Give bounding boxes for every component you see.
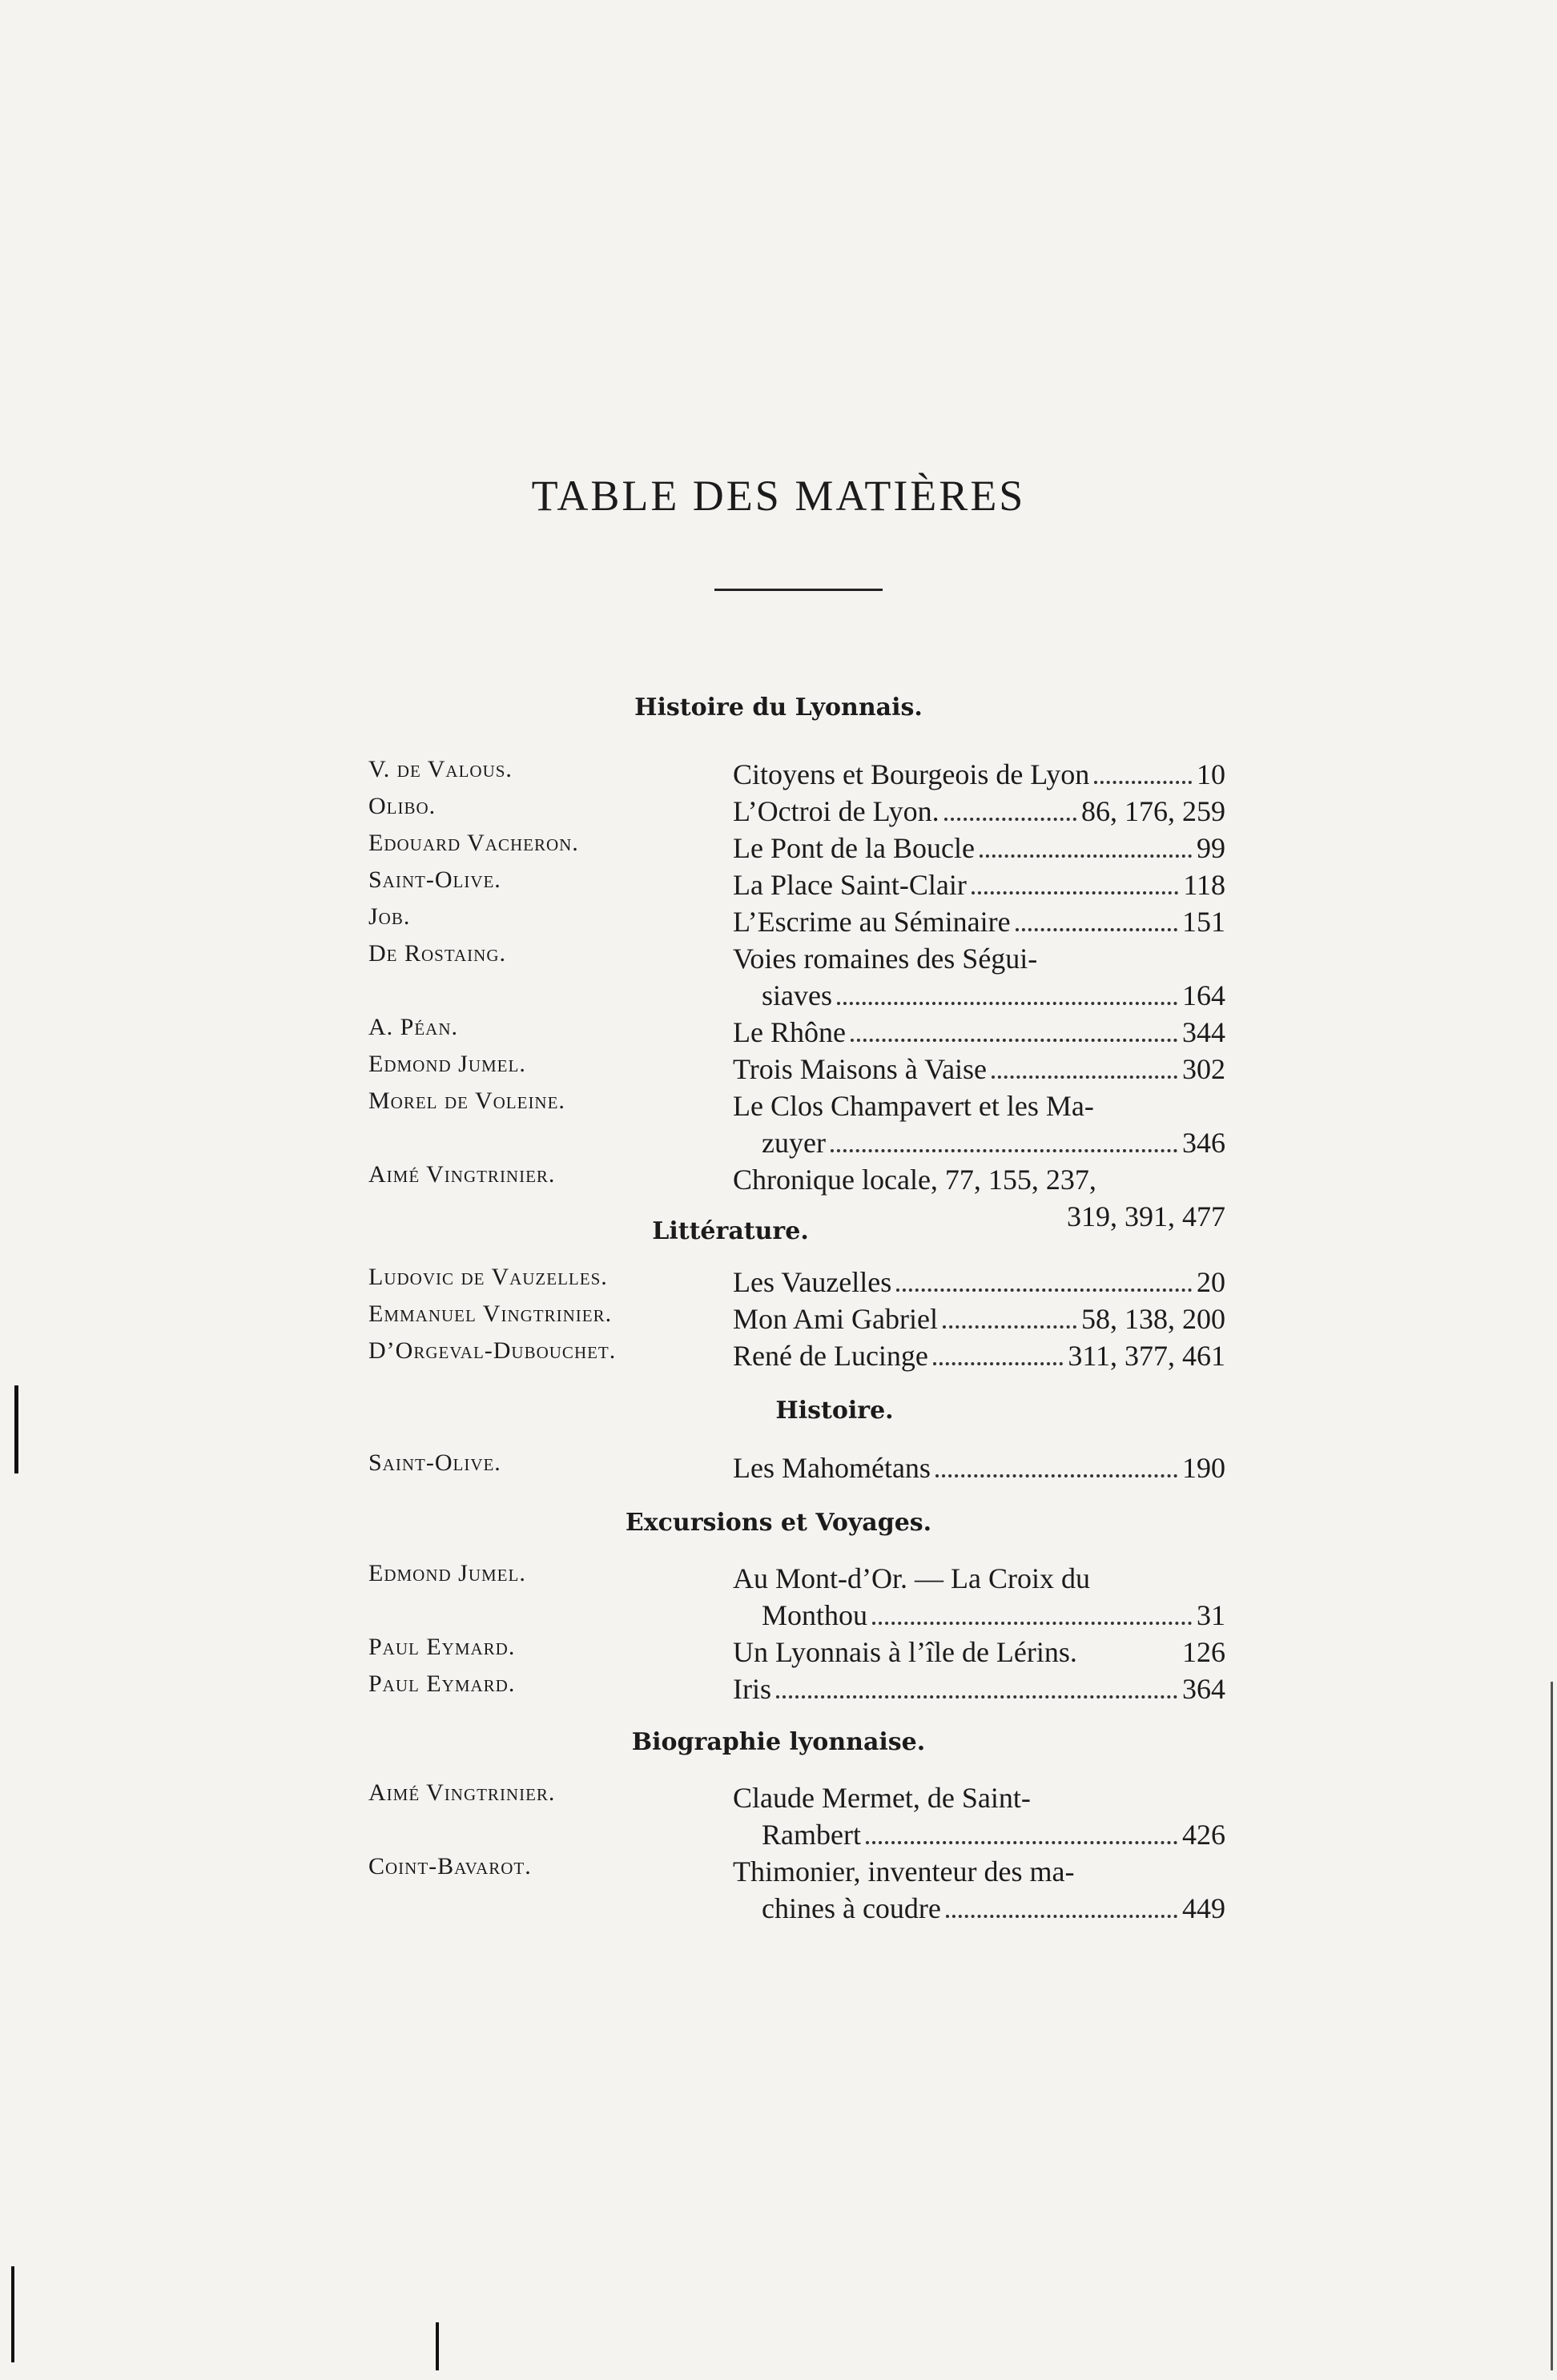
scan-mark [14, 1385, 18, 1473]
entry-author: Saint-Olive. [368, 866, 501, 893]
entry-title: Un Lyonnais à l’île de Lérins. 126 [733, 1636, 1225, 1668]
entry-title: Le Clos Champavert et les Ma- zuyer 346 [733, 1090, 1225, 1159]
entry-author: Aimé Vingtrinier. [368, 1161, 556, 1188]
entry-author: Coint-Bavarot. [368, 1853, 532, 1879]
entry-title: Chronique locale, 77, 155, 237, 319, 391, 477 [733, 1164, 1225, 1232]
entry-title: Citoyens et Bourgeois de Lyon 10 [733, 758, 1225, 790]
entry-title: Le Pont de la Boucle 99 [733, 832, 1225, 864]
entry-title: Iris 364 [733, 1673, 1225, 1705]
entry-author: Olibo. [368, 793, 437, 819]
entry-title: Trois Maisons à Vaise 302 [733, 1053, 1225, 1085]
entry-author: Morel de Voleine. [368, 1087, 565, 1114]
section-heading: Histoire du Lyonnais. [634, 693, 923, 722]
entry-author: De Rostaing. [368, 940, 506, 967]
entry-title: René de Lucinge 311, 377, 461 [733, 1340, 1225, 1372]
entry-title: Les Mahométans 190 [733, 1452, 1225, 1484]
entry-author: V. de Valous. [368, 756, 513, 782]
page-title: TABLE DES MATIÈRES [531, 472, 1026, 520]
entry-author: Paul Eymard. [368, 1670, 516, 1697]
title-rule [714, 589, 883, 591]
scan-mark [1551, 1682, 1553, 2370]
entry-author: Aimé Vingtrinier. [368, 1779, 556, 1806]
entry-title: Les Vauzelles 20 [733, 1266, 1225, 1298]
section-heading: Excursions et Voyages. [625, 1509, 932, 1537]
entry-author: Ludovic de Vauzelles. [368, 1264, 608, 1290]
entry-author: D’Orgeval-Dubouchet. [368, 1337, 617, 1364]
entry-author: Paul Eymard. [368, 1634, 516, 1660]
entry-author: A. Péan. [368, 1014, 459, 1040]
entry-title: L’Octroi de Lyon. 86, 176, 259 [733, 795, 1225, 827]
entry-author: Emmanuel Vingtrinier. [368, 1301, 613, 1327]
entry-author: Edmond Jumel. [368, 1051, 526, 1077]
scan-mark [11, 2266, 14, 2362]
entry-author: Job. [368, 903, 411, 930]
entry-title: Thimonier, inventeur des ma- chines à coudre 449 [733, 1855, 1225, 1924]
entry-title: Claude Mermet, de Saint- Rambert 426 [733, 1782, 1225, 1851]
entry-title: Au Mont-d’Or. — La Croix du Monthou 31 [733, 1562, 1225, 1631]
entry-author: Edmond Jumel. [368, 1560, 526, 1586]
section-heading: Histoire. [775, 1397, 894, 1425]
entry-title: La Place Saint-Clair 118 [733, 869, 1225, 901]
entry-title: Mon Ami Gabriel 58, 138, 200 [733, 1303, 1225, 1335]
entry-author: Saint-Olive. [368, 1449, 501, 1476]
entry-title: L’Escrime au Séminaire 151 [733, 906, 1225, 938]
section-heading: Littérature. [652, 1217, 809, 1245]
entry-author: Edouard Vacheron. [368, 830, 579, 856]
entry-title: Le Rhône 344 [733, 1016, 1225, 1048]
section-heading: Biographie lyonnaise. [631, 1728, 926, 1756]
entry-title: Voies romaines des Ségui- siaves 164 [733, 943, 1225, 1011]
scan-mark [436, 2322, 439, 2370]
